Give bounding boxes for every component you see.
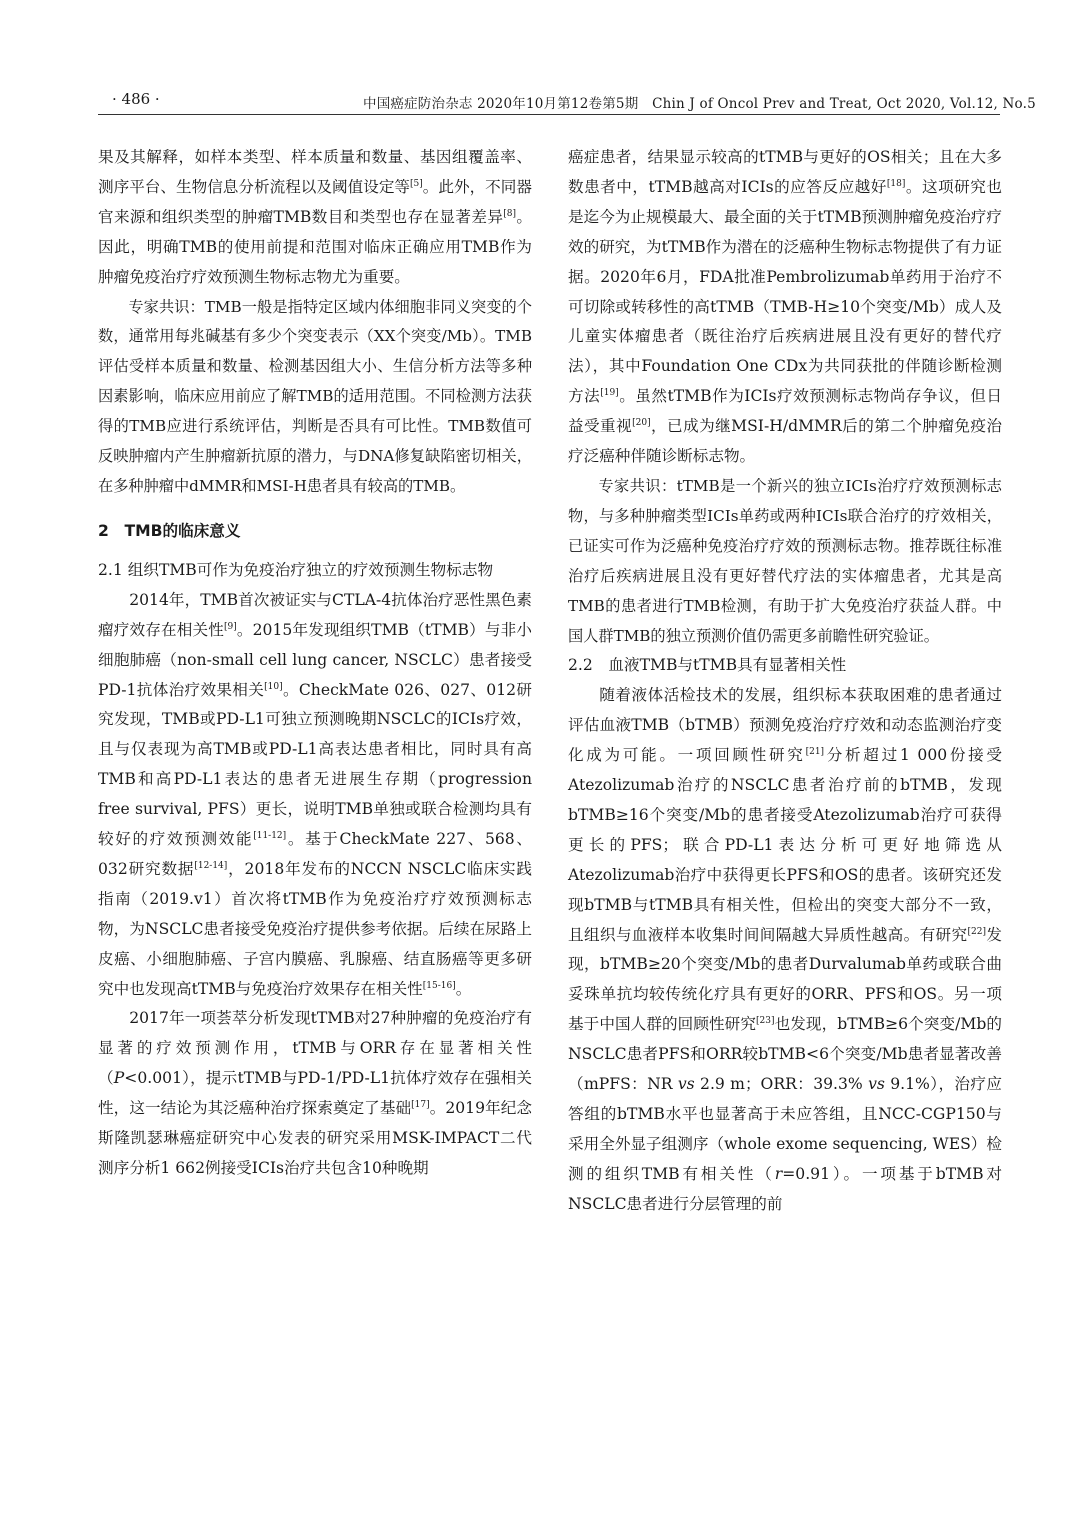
- paragraph: 2014年，TMB首次被证实与CTLA-4抗体治疗恶性黑色素瘤疗效存在相关性[9]。2015年发现组织TMB（tTMB）与非小细胞肺癌（non-small cell lung cancer, NSCLC）患者接受PD-1抗体治疗效果相关[10]。CheckMate 026、027、012研究发现，TMB或PD-L1可独立预测晚期NSCLC的ICIs疗效，且与仅表现为高TMB或PD-L1高表达患者相比，同时具有高TMB和高PD-L1表达的患者无进展生存期（progression free survival, PFS）更长，说明TMB单独或联合检测均具有较好的疗效预测效能[11-12]。基于CheckMate 227、568、032研究数据[12-14]，2018年发布的NCCN NSCLC临床实践指南（2019.v1）首次将tTMB作为免疫治疗疗效预测标志物，为NSCLC患者接受免疫治疗提供参考依据。后续在尿路上皮癌、小细胞肺癌、子宫内膜癌、乳腺癌、结直肠癌等更多研究中也发现高tTMB与免疫治疗效果存在相关性[15-16]。: [98, 590, 533, 998]
- citation[interactable]: [18]: [886, 178, 906, 189]
- citation[interactable]: [21]: [805, 747, 825, 758]
- page-number: · 486 ·: [112, 90, 160, 108]
- citation[interactable]: [20]: [632, 418, 651, 429]
- citation[interactable]: [9]: [223, 621, 237, 632]
- subsection-heading: 2.2 血液TMB与tTMB具有显著相关性: [568, 656, 847, 675]
- citation[interactable]: [22]: [967, 926, 986, 937]
- citation[interactable]: [8]: [503, 208, 517, 219]
- citation[interactable]: [23]: [756, 1016, 775, 1027]
- paragraph: 随着液体活检技术的发展，组织标本获取困难的患者通过评估血液TMB（bTMB）预测免疫治疗疗效和动态监测治疗变化成为可能。一项回顾性研究[21]分析超过1 000份接受Atezolizumab治疗的NSCLC患者治疗前的bTMB，发现bTMB≥16个突变/Mb的患者接受Atezolizumab治疗可获得更长的PFS；联合PD-L1表达分析可更好地筛选从Atezolizumab治疗中获得更长PFS和OS的患者。该研究还发现bTMB与tTMB具有相关性，但检出的突变大部分不一致，且组织与血液样本收集时间间隔越大异质性越高。有研究[22]发现，bTMB≥20个突变/Mb的患者Durvalumab单药或联合曲妥珠单抗均较传统化疗具有更好的ORR、PFS和OS。另一项基于中国人群的回顾性研究[23]也发现，bTMB≥6个突变/Mb的NSCLC患者PFS和ORR较bTMB<6个突变/Mb患者显著改善（mPFS：NR vs 2.9 m；ORR：39.3% vs 9.1%），治疗应答组的bTMB水平也显著高于未应答组，且NCC-CGP150与采用全外显子组测序（whole exome sequencing, WES）检测的组织TMB有相关性（r=0.91）。一项基于bTMB对NSCLC患者进行分层管理的前: [568, 686, 1003, 1213]
- citation[interactable]: [10]: [264, 681, 283, 692]
- paragraph: 果及其解释，如样本类型、样本质量和数量、基因组覆盖率、测序平台、生物信息分析流程以及阈值设定等[5]。此外，不同器官来源和组织类型的肿瘤TMB数目和类型也存在显著差异[8]。因此，明确TMB的使用前提和范围对临床正确应用TMB作为肿瘤免疫治疗疗效预测生物标志物尤为重要。: [98, 148, 532, 286]
- paragraph: 2017年一项荟萃分析发现tTMB对27种肿瘤的免疫治疗有显著的疗效预测作用，tTMB与ORR存在显著相关性（P<0.001），提示tTMB与PD-1/PD-L1抗体疗效存在强相关性，这一结论为其泛癌种治疗探索奠定了基础[17]。2019年纪念斯隆凯瑟琳癌症研究中心发表的研究采用MSK-IMPACT二代测序分析1 662例接受ICIs治疗共包含10种晚期: [98, 1009, 532, 1177]
- subsection-heading: 2.1 组织TMB可作为免疫治疗独立的疗效预测生物标志物: [98, 560, 494, 579]
- section-heading: 2 TMB的临床意义: [98, 521, 241, 540]
- expert-consensus: 专家共识：tTMB是一个新兴的独立ICIs治疗疗效预测标志物，与多种肿瘤类型ICIs单药或两种ICIs联合治疗的疗效相关，已证实可作为泛癌种免疫治疗疗效的预测标志物。推荐既往标准治疗后疾病进展且没有更好替代疗法的实体瘤患者，尤其是高TMB的患者进行TMB检测，有助于扩大免疫治疗获益人群。中国人群TMB的独立预测价值仍需更多前瞻性研究验证。: [568, 476, 1002, 645]
- citation[interactable]: [19]: [600, 388, 619, 399]
- citation[interactable]: [17]: [411, 1100, 430, 1111]
- running-header: [98, 88, 1036, 115]
- citation[interactable]: [5]: [410, 178, 423, 189]
- citation[interactable]: [15-16]: [422, 980, 456, 991]
- citation[interactable]: [11-12]: [253, 831, 287, 842]
- left-column: [98, 143, 532, 1184]
- citation[interactable]: [12-14]: [194, 860, 228, 871]
- right-column: [568, 143, 1002, 1220]
- journal-citation: 中国癌症防治杂志 2020年10月第12卷第5期 Chin J of Oncol Prev and Treat, Oct 2020, Vol.12, No.5: [363, 96, 1036, 112]
- paragraph: 癌症患者，结果显示较高的tTMB与更好的OS相关；且在大多数患者中，tTMB越高对ICIs的应答反应越好[18]。这项研究也是迄今为止规模最大、最全面的关于tTMB预测肿瘤免疫治疗疗效的研究，为tTMB作为潜在的泛癌种生物标志物提供了有力证据。2020年6月，FDA批准Pembrolizumab单药用于治疗不可切除或转移性的高tTMB（TMB-H≥10个突变/Mb）成人及儿童实体瘤患者（既往治疗后疾病进展且没有更好的替代疗法），其中Foundation One CDx为共同获批的伴随诊断检测方法[19]。虽然tTMB作为ICIs疗效预测标志物尚存争议，但日益受重视[20]，已成为继MSI-H/dMMR后的第二个肿瘤免疫治疗泛癌种伴随诊断标志物。: [568, 148, 1002, 466]
- expert-consensus: 专家共识：TMB一般是指特定区域内体细胞非同义突变的个数，通常用每兆碱基有多少个突变表示（XX个突变/Mb）。TMB评估受样本质量和数量、检测基因组大小、生信分析方法等多种因素影响，临床应用前应了解TMB的适用范围。不同检测方法获得的TMB应进行系统评估，判断是否具有可比性。TMB数值可反映肿瘤内产生肿瘤新抗原的潜力，与DNA修复缺陷密切相关，在多种肿瘤中dMMR和MSI-H患者具有较高的TMB。: [98, 297, 532, 495]
